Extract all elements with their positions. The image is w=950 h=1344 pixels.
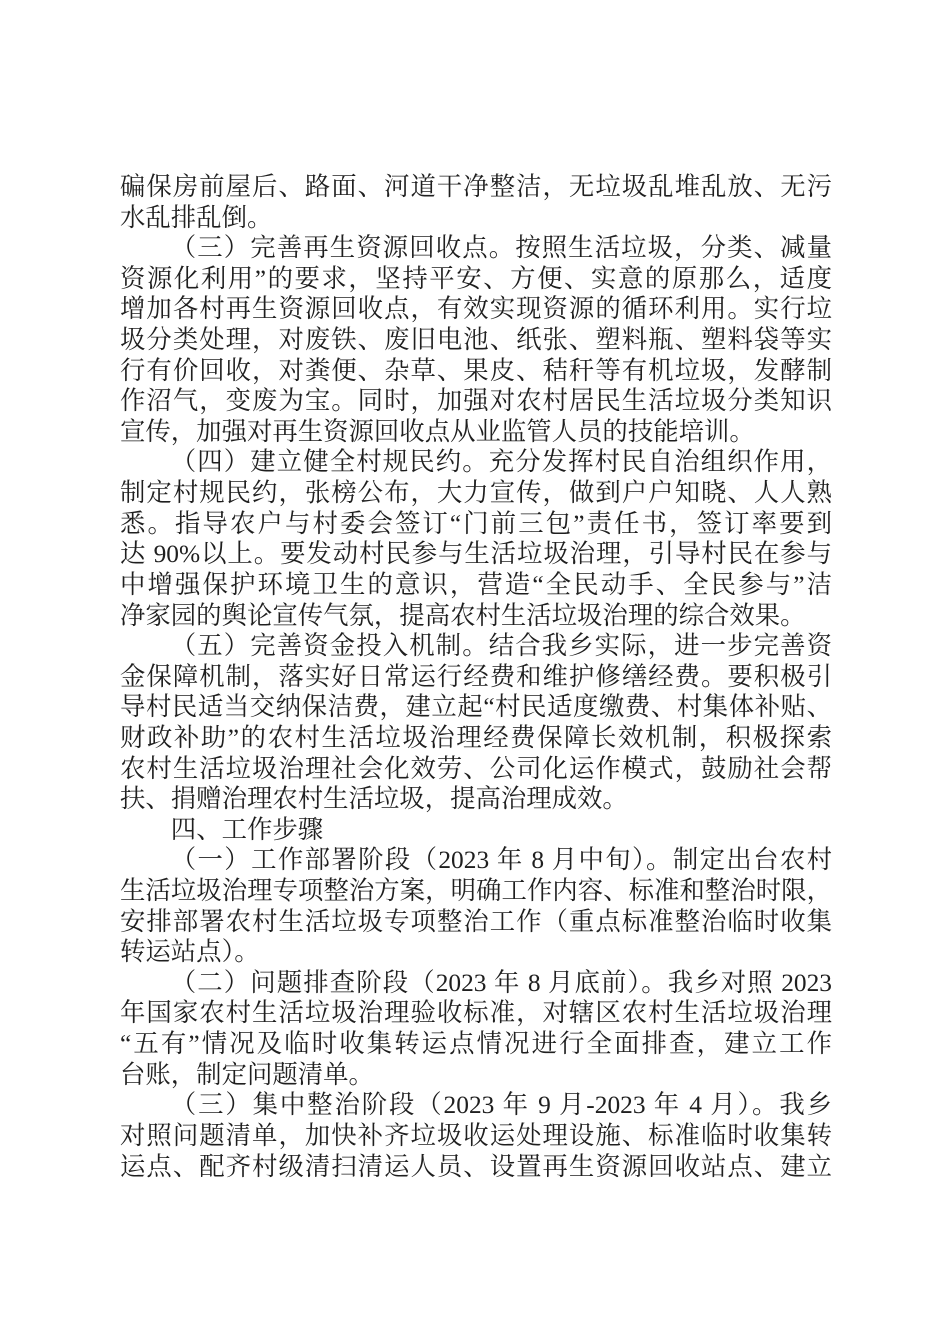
document-line: 财政补助”的农村生活垃圾治理经费保障长效机制，积极探索 [120,723,832,752]
document-line: 年国家农村生活垃圾治理验收标准，对辖区农村生活垃圾治理 [120,999,832,1028]
document-line: 运点、配齐村级清扫清运人员、设置再生资源回收站点、建立 [120,1152,832,1181]
document-line: 圾分类处理，对废铁、废旧电池、纸张、塑料瓶、塑料袋等实 [120,326,832,355]
document-line: “五有”情况及临时收集转运点情况进行全面排查，建立工作 [120,1030,832,1059]
document-line: 作沼气，变废为宝。同时，加强对农村居民生活垃圾分类知识 [120,387,832,416]
document-text-block [120,172,832,1182]
document-line: 金保障机制，落实好日常运行经费和维护修缮经费。要积极引 [120,662,832,691]
document-line: 生活垃圾治理专项整治方案，明确工作内容、标准和整治时限， [120,877,832,906]
document-line: （三）集中整治阶段（2023 年 9 月-2023 年 4 月）。我乡 [170,1091,832,1120]
document-line: 农村生活垃圾治理社会化效劳、公司化运作模式，鼓励社会帮 [120,754,832,783]
document-line: 中增强保护环境卫生的意识，营造“全民动手、全民参与”洁 [120,570,832,599]
document-line: （二）问题排查阶段（2023 年 8 月底前）。我乡对照 2023 [170,968,832,997]
document-line: 悉。指导农户与村委会签订“门前三包”责任书，签订率要到 [120,509,832,538]
document-line: 增加各村再生资源回收点，有效实现资源的循环利用。实行垃 [120,295,832,324]
document-line: 水乱排乱倒。 [120,203,273,232]
document-line: 对照问题清单，加快补齐垃圾收运处理设施、标准临时收集转 [120,1121,832,1150]
document-line: 扶、捐赠治理农村生活垃圾，提高治理成效。 [120,785,628,814]
document-line: （五）完善资金投入机制。结合我乡实际，进一步完善资 [170,632,832,661]
document-line: （四）建立健全村规民约。充分发挥村民自治组织作用， [170,448,832,477]
document-line: 资源化利用”的要求，坚持平安、方便、实意的原那么，适度 [120,264,832,293]
document-line: 净家园的舆论宣传气氛，提高农村生活垃圾治理的综合效果。 [120,601,806,630]
document-line: 行有价回收，对粪便、杂草、果皮、秸秆等有机垃圾，发酵制 [120,356,832,385]
document-line: 四、工作步骤 [170,815,324,844]
document-line: （三）完善再生资源回收点。按照生活垃圾，分类、减量 [170,234,832,263]
document-line: 制定村规民约，张榜公布，大力宣传，做到户户知晓、人人熟 [120,479,832,508]
document-line: 安排部署农村生活垃圾专项整治工作（重点标准整治临时收集 [120,907,832,936]
document-line: 转运站点）。 [120,938,260,967]
document-line: 碥保房前屋后、路面、河道干净整洁，无垃圾乱堆乱放、无污 [120,173,832,201]
document-line: 导村民适当交纳保洁费，建立起“村民适度缴费、村集体补贴、 [120,693,832,722]
document-line: 宣传，加强对再生资源回收点从业监管人员的技能培训。 [120,417,755,446]
document-line: 台账，制定问题清单。 [120,1060,374,1089]
document-line: 达 90%以上。要发动村民参与生活垃圾治理，引导村民在参与 [120,540,832,569]
document-line: （一）工作部署阶段（2023 年 8 月中旬）。制定出台农村 [170,846,832,875]
